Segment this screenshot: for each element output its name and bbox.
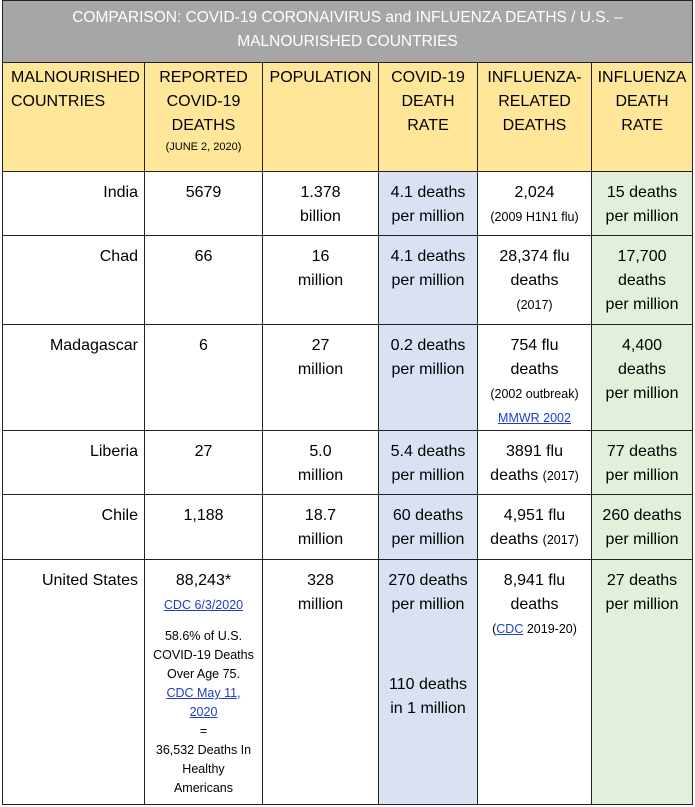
population-cell: 18.7 million <box>263 495 379 560</box>
reported-deaths-cell: 5679 <box>145 172 263 236</box>
population-cell: 27 million <box>263 325 379 431</box>
flu-rate-cell: 4,400 deaths per million <box>592 325 693 431</box>
cdc-may-link[interactable]: CDC May 11, 2020 <box>166 686 241 719</box>
reported-deaths-cell: 6 <box>145 325 263 431</box>
country-cell: Liberia <box>3 431 145 495</box>
us-age-note: 58.6% of U.S. COVID-19 Deaths Over Age 75. CDC May 11, 2020 = 36,532 Deaths In Healthy Americans <box>153 629 254 795</box>
cdc-june-link[interactable]: CDC 6/3/2020 <box>163 598 244 612</box>
table-row <box>3 495 693 560</box>
covid-rate-cell: 0.2 deaths per million <box>379 325 478 431</box>
country-cell: Chad <box>3 236 145 325</box>
population-cell: 328 million <box>263 560 379 805</box>
table-row <box>3 325 693 431</box>
flu-rate-cell: 27 deaths per million <box>592 560 693 805</box>
reported-deaths-cell: 1,188 <box>145 495 263 560</box>
country-cell: United States <box>3 560 145 805</box>
mmwr-link[interactable]: MMWR 2002 <box>498 411 571 425</box>
title-line-2: MALNOURISHED COUNTRIES <box>237 33 458 50</box>
covid-rate-cell: 4.1 deaths per million <box>379 236 478 325</box>
cdc-flu-link[interactable]: CDC <box>496 622 524 636</box>
country-cell: Chile <box>3 495 145 560</box>
table-title <box>3 1 693 63</box>
title-line-1: COMPARISON: COVID-19 CORONAIVIRUS and INFLUENZA DEATHS / U.S. – <box>72 9 623 26</box>
table-row <box>3 172 693 236</box>
flu-rate-cell: 15 deaths per million <box>592 172 693 236</box>
flu-deaths-cell: 754 flu deaths (2002 outbreak) MMWR 2002 <box>478 325 592 431</box>
covid-rate-cell: 4.1 deaths per million <box>379 172 478 236</box>
header-row <box>3 63 693 172</box>
header-covid-rate: COVID-19 DEATH RATE <box>379 63 478 172</box>
flu-deaths-cell: 2,024 (2009 H1N1 flu) <box>478 172 592 236</box>
flu-rate-cell: 77 deaths per million <box>592 431 693 495</box>
reported-deaths-cell: 66 <box>145 236 263 325</box>
reported-deaths-cell: 88,243* CDC 6/3/2020 58.6% of U.S. COVID-19 Deaths Over Age 75. CDC May 11, 2020 = 36,532 Deaths In Healthy Americans <box>145 560 263 805</box>
header-reported-deaths: REPORTED COVID-19 DEATHS (JUNE 2, 2020) <box>145 63 263 172</box>
table-row <box>3 560 693 805</box>
flu-deaths-cell: 3891 flu deaths (2017) <box>478 431 592 495</box>
country-cell: Madagascar <box>3 325 145 431</box>
flu-rate-cell: 260 deaths per million <box>592 495 693 560</box>
population-cell: 16 million <box>263 236 379 325</box>
flu-deaths-cell: 28,374 flu deaths (2017) <box>478 236 592 325</box>
header-countries: MALNOURISHED COUNTRIES <box>3 63 145 172</box>
table-row <box>3 236 693 325</box>
header-flu-deaths: INFLUENZA- RELATED DEATHS <box>478 63 592 172</box>
header-population: POPULATION <box>263 63 379 172</box>
header-flu-rate: INFLUENZA DEATH RATE <box>592 63 693 172</box>
covid-rate-cell: 60 deaths per million <box>379 495 478 560</box>
flu-rate-cell: 17,700 deaths per million <box>592 236 693 325</box>
header-date: (JUNE 2, 2020) <box>165 141 242 153</box>
flu-deaths-cell: 4,951 flu deaths (2017) <box>478 495 592 560</box>
flu-deaths-cell: 8,941 flu deaths (CDC 2019-20) <box>478 560 592 805</box>
population-cell: 5.0 million <box>263 431 379 495</box>
population-cell: 1.378 billion <box>263 172 379 236</box>
reported-deaths-cell: 27 <box>145 431 263 495</box>
country-cell: India <box>3 172 145 236</box>
table-row <box>3 431 693 495</box>
comparison-table <box>2 0 693 805</box>
covid-rate-cell: 270 deaths per million 110 deaths in 1 million <box>379 560 478 805</box>
covid-rate-cell: 5.4 deaths per million <box>379 431 478 495</box>
